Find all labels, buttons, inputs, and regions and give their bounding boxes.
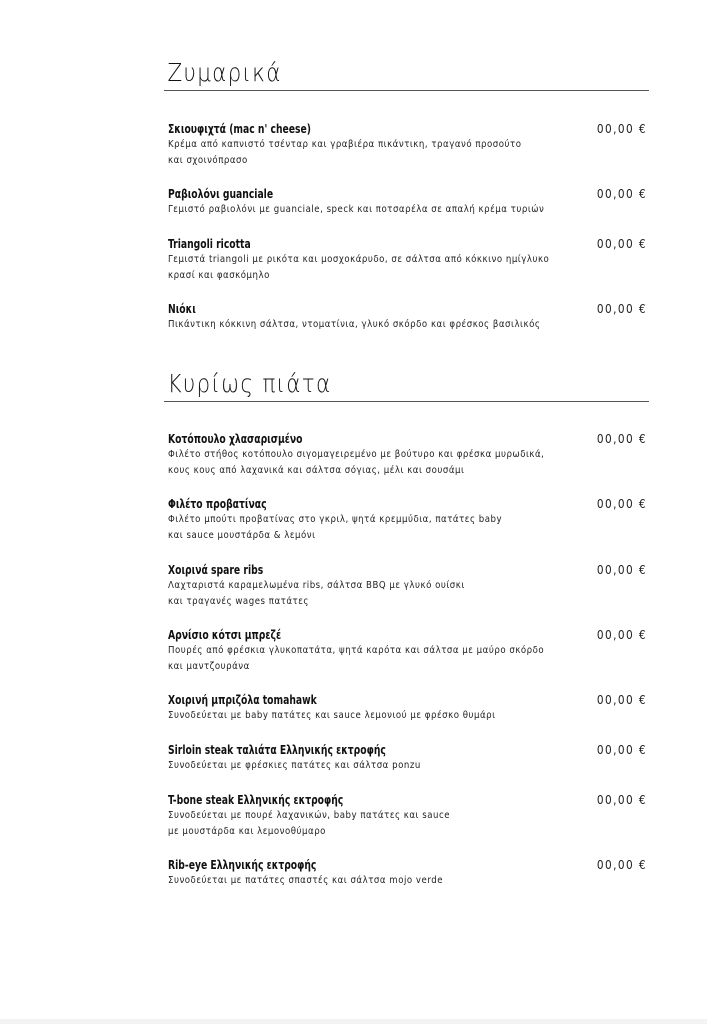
item-price: 00,00 € (596, 743, 647, 757)
menu-item (168, 792, 649, 839)
item-description (168, 578, 529, 609)
item-name: Rib-eye Ελληνικής εκτροφής (168, 857, 317, 872)
section-title: Ζυμαρικά (167, 58, 282, 87)
item-description (168, 512, 529, 543)
item-name: Ραβιολόνι guanciale (168, 186, 274, 201)
item-description-line: και τραγανές wages πατάτες (168, 595, 309, 607)
section-divider (164, 401, 649, 402)
menu-item (168, 431, 649, 478)
item-name: Χοιρινά spare ribs (168, 562, 264, 577)
menu-item (168, 496, 649, 543)
item-name: Sirloin steak ταλιάτα Ελληνικής εκτροφής (168, 742, 386, 757)
menu-section-mains (164, 369, 649, 402)
item-description (168, 137, 529, 168)
menu-item (168, 562, 649, 609)
item-name: Αρνίσιο κότσι μπρεζέ (168, 627, 282, 642)
menu-item (168, 742, 649, 774)
section-divider (164, 90, 649, 91)
item-description-line: κους κους από λαχανικά και σάλτσα σόγιας, μέλι και σουσάμι (168, 464, 465, 476)
menu-item (168, 692, 649, 724)
item-price: 00,00 € (596, 563, 647, 577)
item-description (168, 202, 545, 218)
item-price: 00,00 € (596, 187, 647, 201)
item-description (168, 252, 550, 283)
item-description (168, 758, 529, 774)
section-title: Κυρίως πιάτα (167, 369, 332, 398)
menu-item (168, 236, 649, 283)
item-description (168, 808, 529, 839)
item-description-line: Συνοδεύεται με πουρέ λαχανικών, baby πατάτες και sauce (168, 810, 451, 821)
item-price: 00,00 € (596, 497, 647, 511)
item-description (168, 643, 545, 674)
item-description-line: Πουρές από φρέσκια γλυκοπατάτα, ψητά καρότα και σάλτσα με μαύρο σκόρδο (168, 645, 545, 656)
item-name: Triangoli ricotta (168, 236, 251, 251)
item-price: 00,00 € (596, 628, 647, 642)
menu-section-pasta (164, 58, 649, 91)
item-description-line: Πικάντικη κόκκινη σάλτσα, ντοματίνια, γλυκό σκόρδο και φρέσκος βασιλικός (168, 319, 541, 330)
item-description-line: κρασί και φασκόμηλο (168, 269, 270, 281)
item-price: 00,00 € (596, 858, 647, 872)
item-description-line: Συνοδεύεται με πατάτες σπαστές και σάλτσα mojo verde (168, 875, 444, 886)
item-description-line: Φιλέτο στήθος κοτόπουλο σιγομαγειρεμένο με βούτυρο και φρέσκα μυρωδικά, (168, 449, 545, 460)
menu-item (168, 627, 649, 674)
item-name: Σκιουφιχτά (mac n' cheese) (168, 121, 312, 136)
item-description (168, 873, 529, 889)
item-name: Νιόκι (168, 301, 196, 316)
menu-item (168, 301, 649, 333)
menu-item (168, 857, 649, 889)
page-bottom-edge (0, 1019, 707, 1024)
item-name: T-bone steak Ελληνικής εκτροφής (168, 792, 344, 807)
item-description-line: Συνοδεύεται με baby πατάτες και sauce λεμονιού με φρέσκο θυμάρι (168, 710, 496, 721)
item-name: Κοτόπουλο χλασαρισμένο (168, 431, 303, 446)
menu-item (168, 121, 649, 168)
item-name: Φιλέτο προβατίνας (168, 496, 267, 511)
item-price: 00,00 € (596, 237, 647, 251)
item-description-line: και σχοινόπρασο (168, 154, 248, 166)
item-description-line: Συνοδεύεται με φρέσκιες πατάτες και σάλτσα ponzu (168, 760, 421, 771)
item-description-line: με μουστάρδα και λεμονοθύμαρο (168, 825, 326, 837)
item-price: 00,00 € (596, 793, 647, 807)
item-description-line: Φιλέτο μπούτι προβατίνας στο γκριλ, ψητά κρεμμύδια, πατάτες baby (168, 514, 503, 525)
item-description-line: Κρέμα από καπνιστό τσένταρ και γραβιέρα πικάντικη, τραγανό προσούτο (168, 139, 522, 150)
item-description-line: Λαχταριστά καραμελωμένα ribs, σάλτσα BBQ με γλυκό ουίσκι (168, 580, 465, 591)
item-price: 00,00 € (596, 693, 647, 707)
item-description (168, 317, 541, 333)
item-description-line: και sauce μουστάρδα & λεμόνι (168, 529, 316, 541)
item-price: 00,00 € (596, 302, 647, 316)
item-description-line: Γεμιστά triangoli με ρικότα και μοσχοκάρυδο, σε σάλτσα από κόκκινο ημίγλυκο (168, 254, 550, 265)
menu-item (168, 186, 649, 218)
item-description (168, 708, 529, 724)
item-description-line: Γεμιστό ραβιολόνι με guanciale, speck και ποτσαρέλα σε απαλή κρέμα τυριών (168, 204, 545, 215)
item-price: 00,00 € (596, 122, 647, 136)
item-description (168, 447, 545, 478)
item-description-line: και μαντζουράνα (168, 660, 250, 672)
item-price: 00,00 € (596, 432, 647, 446)
item-name: Χοιρινή μπριζόλα tomahawk (168, 692, 317, 707)
